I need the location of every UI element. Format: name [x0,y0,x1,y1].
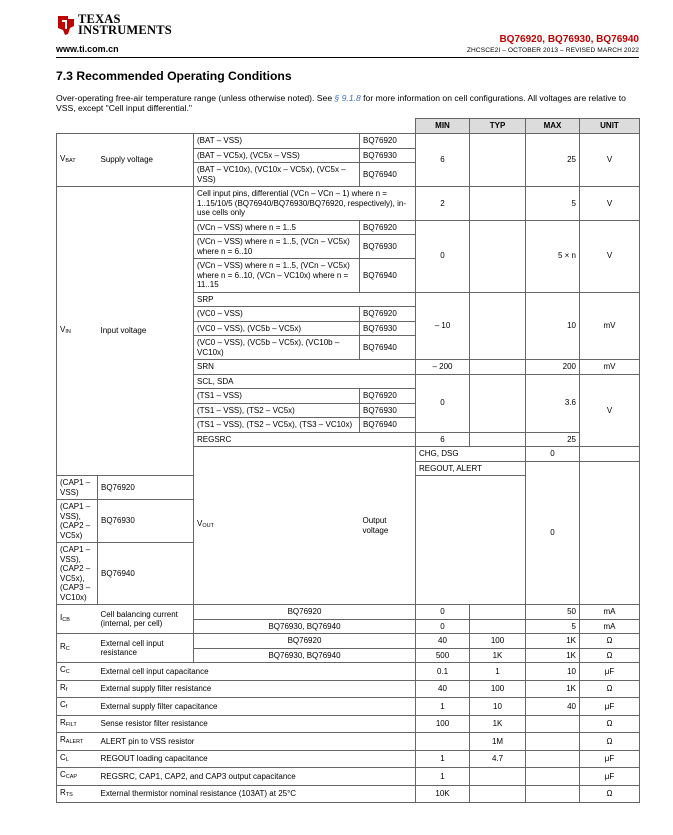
symbol-cf: $C_f$ [57,698,98,716]
typ-value: 10 [470,698,526,716]
condition: REGSRC [194,432,416,447]
symbol-cl: $C_L$ [57,750,98,768]
max-value: 5 [526,187,580,221]
max-value: 25 [526,134,580,187]
section-ref-link[interactable]: § 9.1.8 [334,93,361,103]
device: BQ76930, BQ76940 [194,619,416,634]
min-value: 0 [416,619,470,634]
device: BQ76930 [360,148,416,163]
device: BQ76930 [360,235,416,259]
min-value: 2 [416,187,470,221]
condition: (BAT – VC5x), (VC5x – VSS) [194,148,360,163]
device: BQ76930 [98,500,194,543]
typ-value: 1 [470,663,526,681]
device: BQ76920 [360,134,416,149]
page-header [0,0,673,62]
section-title: 7.3 Recommended Operating Conditions [56,69,292,83]
table-row [57,663,640,681]
table-row [57,680,640,698]
typ-value [470,785,526,803]
param-vout: Output voltage [360,447,416,605]
param-rc: External cell input resistance [98,634,194,663]
unit-value: μF [580,768,640,786]
table-row [57,768,640,786]
condition: (BAT – VSS) [194,134,360,149]
col-unit: UNIT [580,119,640,134]
param-vbat: Supply voltage [98,134,194,187]
table-row [57,605,640,620]
unit-value: Ω [580,733,640,751]
param: External supply filter resistance [98,680,416,698]
param: External thermistor nominal resistance (103AT) at 25°C [98,785,416,803]
max-value: 10 [526,292,580,360]
symbol-rts: $R_{TS}$ [57,785,98,803]
unit-value: V [580,134,640,187]
symbol-ralert: $R_{ALERT}$ [57,733,98,751]
website-link[interactable]: www.ti.com.cn [56,44,119,54]
condition: CHG, DSG [416,447,526,462]
condition: (CAP1 – VSS), (CAP2 – VC5x), (CAP3 – VC10x) [57,543,98,605]
typ-value: 1K [470,715,526,733]
device: BQ76940 [360,336,416,360]
unit-value: Ω [580,648,640,663]
min-value: – 10 [416,292,470,360]
min-value: 0 [526,447,580,462]
symbol-rf: $R_f$ [57,680,98,698]
unit-value: μF [580,750,640,768]
device: BQ76920 [98,476,194,500]
device: BQ76920 [194,605,416,620]
max-value: 1K [526,648,580,663]
min-value: 500 [416,648,470,663]
max-value: 200 [526,360,580,375]
max-value [526,750,580,768]
device: BQ76920 [360,307,416,322]
device: BQ76940 [360,259,416,293]
condition: (BAT – VC10x), (VC10x – VC5x), (VC5x – VSS) [194,163,360,187]
unit-value: mA [580,619,640,634]
col-min: MIN [416,119,470,134]
condition: (TS1 – VSS) [194,389,360,404]
condition: (VCn – VSS) where n = 1..5, (VCn – VC5x) where n = 6..10, (VCn – VC10x) where n = 11..15 [194,259,360,293]
condition: (VCn – VSS) where n = 1..5 [194,220,360,235]
ti-logo-icon [56,14,76,36]
device: BQ76920 [360,389,416,404]
condition: (TS1 – VSS), (TS2 – VC5x), (TS3 – VC10x) [194,418,360,433]
max-value [526,733,580,751]
device: BQ76940 [360,163,416,187]
device: BQ76940 [98,543,194,605]
max-value: 3.6 [526,374,580,432]
min-value: 1 [416,698,470,716]
typ-value: 1M [470,733,526,751]
max-value: 1K [526,634,580,649]
min-value: 6 [416,134,470,187]
typ-value [470,768,526,786]
unit-value: mV [580,360,640,375]
max-value [526,768,580,786]
max-value: 5 [526,619,580,634]
min-value: 1 [416,750,470,768]
ti-wordmark [78,14,172,36]
unit-value: Ω [580,715,640,733]
device: BQ76930, BQ76940 [194,648,416,663]
device: BQ76920 [194,634,416,649]
typ-value: 100 [470,680,526,698]
min-value: 0 [416,220,470,292]
unit-value: V [580,374,640,447]
device: BQ76920 [360,220,416,235]
max-value: 25 [526,432,580,447]
min-value: 0 [416,374,470,432]
device: BQ76930 [360,403,416,418]
condition: Cell input pins, differential (VCn – VCn – 1) where n = 1..15/10/5 (BQ76940/BQ76930/BQ76920, respectively), in-use cells only [194,187,416,221]
max-value: 5 × n [526,220,580,292]
min-value: 10K [416,785,470,803]
param: REGOUT loading capacitance [98,750,416,768]
symbol-icb: $I_{CB}$ [57,605,98,634]
condition: (VC0 – VSS), (VC5b – VC5x), (VC10b – VC10x) [194,336,360,360]
min-value: 0 [526,461,580,605]
symbol-cc: $C_C$ [57,663,98,681]
param-vin: Input voltage [98,187,194,476]
max-value [526,715,580,733]
typ-value: 4.7 [470,750,526,768]
unit-value: Ω [580,634,640,649]
min-value: 6 [416,432,470,447]
min-value: 40 [416,680,470,698]
unit-value: mA [580,605,640,620]
symbol-vbat: $V_{BAT}$ [57,134,98,187]
intro-text-cont: for more information on cell configurations. All voltages are relative to VSS, except "Cell input differential." [56,93,626,113]
min-value: 0.1 [416,663,470,681]
product-list[interactable]: BQ76920, BQ76930, BQ76940 [499,34,639,45]
max-value: 50 [526,605,580,620]
unit-value: Ω [580,785,640,803]
condition: SRN [194,360,416,375]
symbol-vin: $V_{IN}$ [57,187,98,476]
param: External supply filter capacitance [98,698,416,716]
unit-value: μF [580,663,640,681]
symbol-rfilt: $R_{FILT}$ [57,715,98,733]
typ-value: 1K [470,648,526,663]
max-value: 1K [526,680,580,698]
table-row [57,698,640,716]
unit-value: V [580,187,640,221]
section-intro [56,93,646,113]
unit-value: V [580,220,640,292]
condition: (VCn – VSS) where n = 1..5, (VCn – VC5x) where n = 6..10 [194,235,360,259]
recommended-conditions-table [56,118,640,803]
table-row [57,187,640,221]
min-value: 1 [416,768,470,786]
symbol-ccap: $C_{CAP}$ [57,768,98,786]
param: External cell input capacitance [98,663,416,681]
condition: SCL, SDA [194,374,416,389]
typ-value: 100 [470,634,526,649]
condition: (TS1 – VSS), (TS2 – VC5x) [194,403,360,418]
max-value: 10 [526,663,580,681]
col-max: MAX [526,119,580,134]
condition: SRP [194,292,416,307]
condition: (CAP1 – VSS) [57,476,98,500]
device: BQ76940 [360,418,416,433]
table-row [57,785,640,803]
min-value: 0 [416,605,470,620]
table-row [57,733,640,751]
col-typ: TYP [470,119,526,134]
unit-value: Ω [580,680,640,698]
table-row [57,750,640,768]
document-info: ZHCSCE2I – OCTOBER 2013 – REVISED MARCH 2022 [466,47,639,54]
min-value [416,733,470,751]
condition: REGOUT, ALERT [416,461,526,476]
device: BQ76930 [360,321,416,336]
max-value [526,785,580,803]
unit-value: μF [580,698,640,716]
table-row [57,715,640,733]
condition: (VC0 – VSS), (VC5b – VC5x) [194,321,360,336]
table-row [57,134,640,149]
max-value: 40 [526,698,580,716]
logo-line1: TEXAS [78,12,121,26]
symbol-vout: $V_{OUT}$ [194,447,360,605]
unit-value: mV [580,292,640,360]
header-divider [56,57,639,58]
symbol-rc: $R_C$ [57,634,98,663]
condition: (CAP1 – VSS), (CAP2 – VC5x) [57,500,98,543]
param: REGSRC, CAP1, CAP2, and CAP3 output capacitance [98,768,416,786]
table-row [57,634,640,649]
min-value: – 200 [416,360,470,375]
intro-text: Over-operating free-air temperature range (unless otherwise noted). See [56,93,335,103]
param: Sense resistor filter resistance [98,715,416,733]
logo-line2: INSTRUMENTS [78,23,172,37]
param-icb: Cell balancing current (internal, per cell) [98,605,194,634]
ti-logo [56,14,76,36]
param: ALERT pin to VSS resistor [98,733,416,751]
table-header-row [57,119,640,134]
min-value: 100 [416,715,470,733]
min-value: 40 [416,634,470,649]
condition: (VC0 – VSS) [194,307,360,322]
